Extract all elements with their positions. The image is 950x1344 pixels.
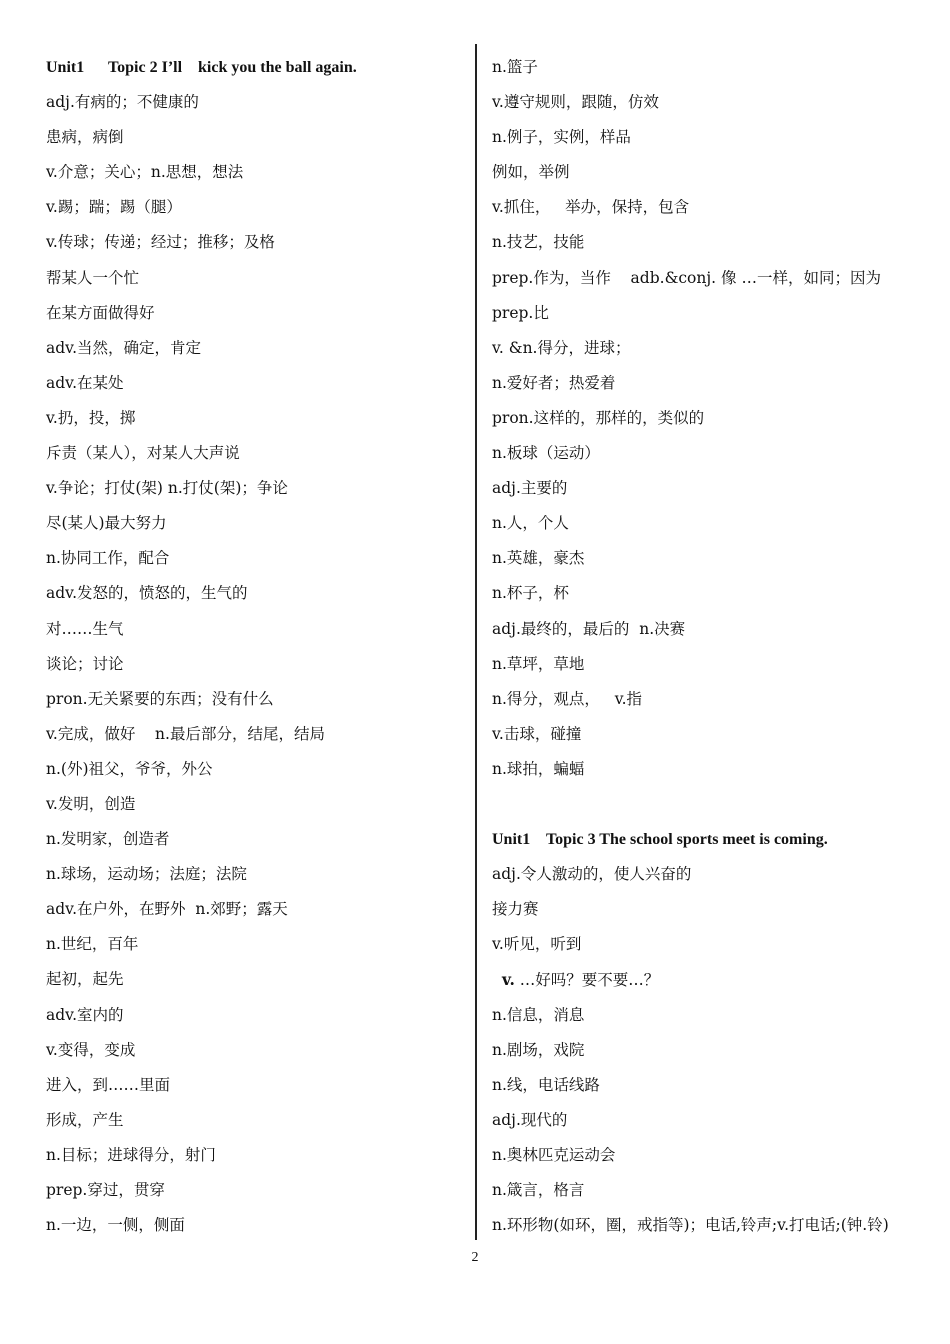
vocab-entry: n.杯子，杯: [492, 584, 569, 603]
vocab-entry: v.抓住， 举办，保持，包含: [492, 198, 690, 217]
vocab-entry: n.得分，观点， v.指: [492, 689, 643, 708]
vocab-entry: v.传球；传递；经过；推移；及格: [46, 233, 275, 252]
vocab-entry: v.完成，做好 n.最后部分，结尾，结局: [46, 724, 325, 743]
vocab-entry: adv.发怒的，愤怒的，生气的: [46, 584, 248, 603]
vocab-entry: n.球拍，蝙蝠: [492, 759, 585, 778]
vocab-entry: prep.穿过，贯穿: [46, 1181, 165, 1199]
vocab-entry: n.(外)祖父，爷爷，外公: [46, 759, 213, 778]
vocab-entry: 接力赛: [492, 900, 539, 919]
vocab-list-right-c: [492, 998, 932, 1244]
vocab-entry: pron.这样的，那样的，类似的: [492, 408, 705, 427]
vocab-entry: v.发明，创造: [46, 794, 136, 813]
vocab-entry: prep.比: [492, 303, 549, 322]
vocab-entry: n.篮子: [492, 58, 538, 76]
vocab-entry: 斥责（某人），对某人大声说: [46, 444, 240, 463]
vocab-entry: 形成，产生: [46, 1110, 124, 1129]
vocab-entry: n.奥林匹克运动会: [492, 1145, 616, 1164]
vocab-entry: v.听见，听到: [492, 935, 582, 954]
vocab-entry: n.技艺，技能: [492, 233, 585, 252]
vocab-entry: n.人，个人: [492, 514, 569, 533]
vocab-entry: n.线，电话线路: [492, 1075, 600, 1094]
vocab-entry: adj.有病的；不健康的: [46, 93, 199, 112]
column-divider: [475, 44, 477, 1240]
vocab-entry: n.一边，一侧，侧面: [46, 1216, 185, 1235]
vocab-entry: v.遵守规则，跟随，仿效: [492, 93, 659, 112]
page-number: 2: [471, 1250, 479, 1265]
part-of-speech: v.: [502, 970, 515, 990]
left-column: [46, 50, 466, 1243]
vocab-entry: n.信息，消息: [492, 1005, 585, 1024]
vocab-entry: n.草坪，草地: [492, 654, 585, 673]
section-heading-topic3: Unit1 Topic 3 The school sports meet is coming.: [492, 831, 828, 849]
vocab-entry: n.环形物(如环，圈，戒指等)；电话,铃声;v.打电话;(钟.铃): [492, 1216, 889, 1235]
vocab-entry: n.球场，运动场；法庭；法院: [46, 865, 247, 884]
vocab-list-right-a: [492, 50, 932, 787]
vocab-entry: adv.当然，确定，肯定: [46, 338, 202, 357]
vocab-entry: 对……生气: [46, 619, 124, 638]
vocab-entry: v.踢；踹；踢（腿）: [46, 198, 182, 217]
vocab-list-right-b: [492, 857, 932, 962]
vocab-entry: v. &n.得分，进球；: [492, 338, 631, 357]
vocab-entry: n.例子，实例，样品: [492, 128, 631, 147]
vocab-entry: n.剧场，戏院: [492, 1040, 585, 1059]
vocab-entry: n.目标；进球得分，射门: [46, 1145, 216, 1164]
vocab-entry: n.世纪，百年: [46, 935, 139, 954]
section-heading: Unit1 Topic 2 I’ll kick you the ball again.: [46, 59, 357, 76]
vocab-entry: 谈论；讨论: [46, 654, 124, 673]
vocab-entry: n.爱好者；热爱着: [492, 373, 616, 392]
vocab-entry: 帮某人一个忙: [46, 268, 140, 287]
vocab-entry: n.协同工作，配合: [46, 549, 170, 568]
vocab-entry: 患病，病倒: [46, 128, 124, 147]
vocab-entry: n.箴言，格言: [492, 1181, 585, 1199]
vocab-entry: n.发明家，创造者: [46, 830, 170, 849]
vocab-entry: adj.现代的: [492, 1110, 568, 1129]
vocab-entry: 在某方面做得好: [46, 303, 155, 322]
vocab-entry: v.变得，变成: [46, 1040, 136, 1059]
vocab-entry: n.英雄，豪杰: [492, 549, 585, 568]
vocab-entry: [492, 962, 932, 997]
vocab-entry: adv.在某处: [46, 373, 124, 392]
vocab-entry: v.扔，投，掷: [46, 408, 136, 427]
vocab-entry: v.介意；关心；n.思想，想法: [46, 163, 244, 182]
vocab-entry: adv.在户外，在野外 n.郊野；露天: [46, 900, 288, 919]
vocab-entry: 尽(某人)最大努力: [46, 514, 167, 533]
vocab-entry: 例如，举例: [492, 163, 570, 182]
vocab-entry: prep.作为，当作 adb.&conj. 像 …一样，如同；因为: [492, 268, 881, 287]
vocab-entry: v.击球，碰撞: [492, 724, 582, 743]
vocab-entry: adj.最终的，最后的 n.决赛: [492, 619, 686, 638]
section-spacer: [492, 787, 932, 822]
vocab-entry: pron.无关紧要的东西；没有什么: [46, 689, 274, 708]
vocab-list-left: [46, 85, 466, 1243]
vocab-entry: n.板球（运动）: [492, 444, 600, 463]
definition: …好吗？要不要…？: [514, 971, 660, 990]
vocab-entry: adj.主要的: [492, 479, 568, 498]
vocab-entry: 起初，起先: [46, 970, 124, 989]
vocab-entry: 进入，到……里面: [46, 1075, 171, 1094]
vocab-entry: adj.令人激动的，使人兴奋的: [492, 865, 692, 884]
vocab-entry: adv.室内的: [46, 1005, 124, 1024]
right-column: [492, 50, 932, 1243]
vocab-entry: v.争论；打仗(架) n.打仗(架)；争论: [46, 479, 288, 498]
